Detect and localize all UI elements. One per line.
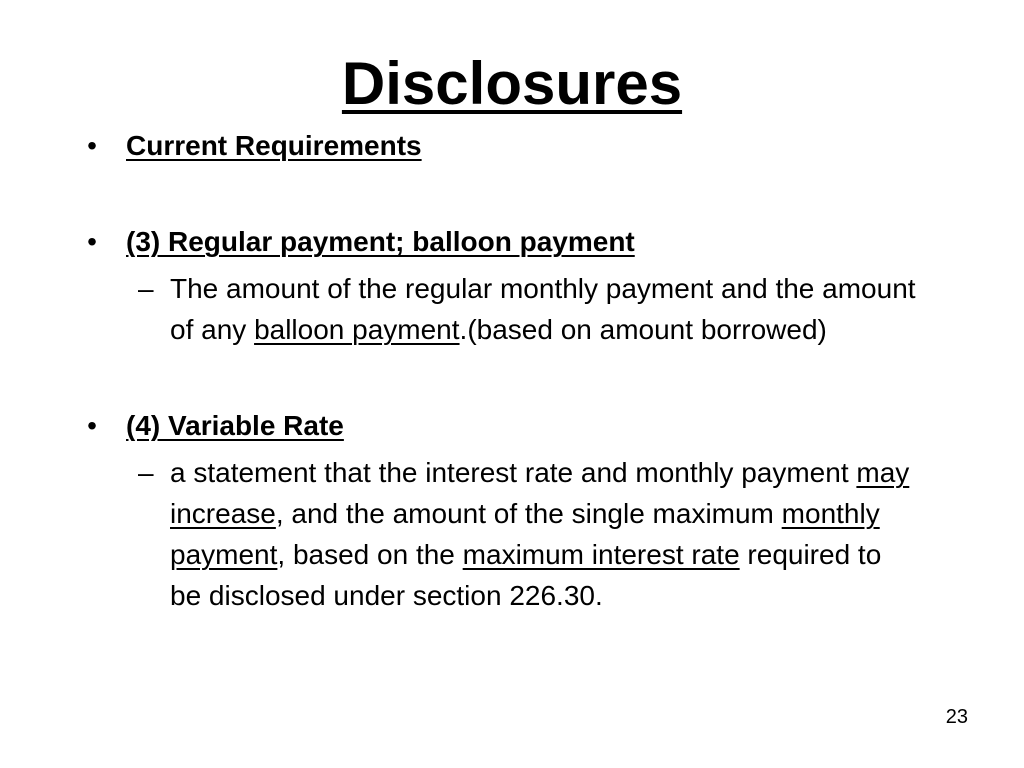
underlined-term: maximum interest rate — [462, 539, 740, 570]
sub-text: .(based on amount borrowed) — [459, 314, 827, 345]
spacer — [82, 350, 962, 406]
sub-text: , and the amount of the single maximum — [275, 498, 782, 529]
bullet-current-requirements — [82, 126, 962, 166]
underlined-term: balloon payment — [254, 314, 460, 345]
sub-text: a statement that the interest rate and monthly payment — [170, 457, 857, 488]
bullet-label: (4) Variable Rate — [126, 410, 344, 441]
dash-icon: – — [138, 273, 154, 304]
slide-content — [82, 126, 962, 616]
spacer — [82, 166, 962, 222]
underlined-term: monthly payment — [170, 498, 880, 570]
sub-bullet-variable-rate — [82, 452, 920, 616]
bullet-variable-rate — [82, 406, 962, 446]
sub-text: required to be disclosed under section 226.30. — [170, 539, 882, 611]
sub-text: , based on the — [277, 539, 463, 570]
bullet-icon: • — [87, 226, 97, 257]
bullet-regular-payment — [82, 222, 962, 262]
page-number: 23 — [945, 706, 968, 728]
bullet-icon: • — [87, 410, 97, 441]
sub-bullet-regular-payment — [82, 268, 920, 350]
dash-icon: – — [138, 457, 154, 488]
bullet-icon: • — [87, 130, 97, 161]
bullet-label: (3) Regular payment; balloon payment — [126, 226, 635, 257]
slide-title: Disclosures — [341, 50, 683, 117]
underlined-term: may increase — [170, 457, 910, 529]
sub-text: The amount of the regular monthly payment and the amount of any — [170, 273, 916, 345]
bullet-label: Current Requirements — [126, 130, 422, 161]
